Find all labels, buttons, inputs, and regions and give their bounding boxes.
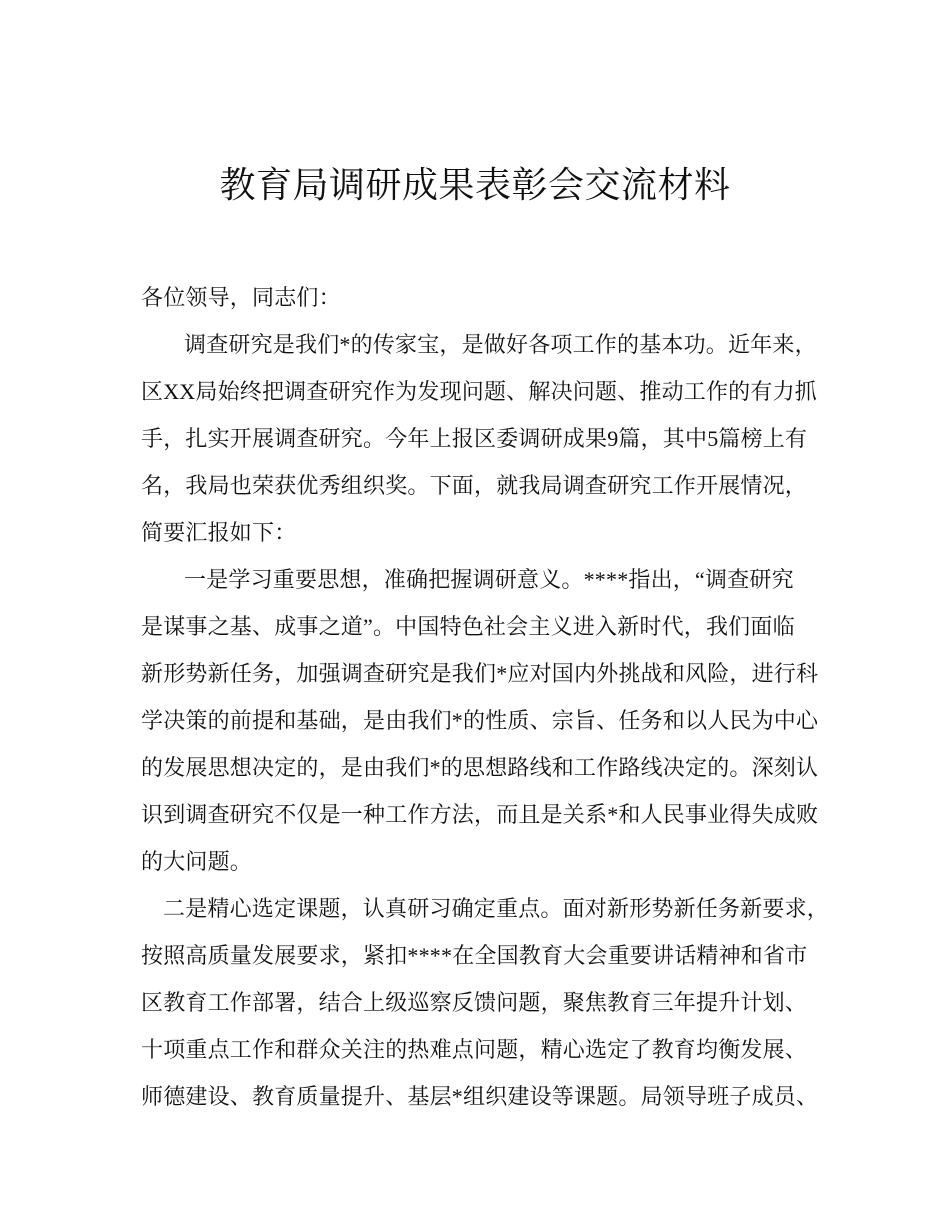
paragraph-line: 的大问题。 (141, 849, 253, 874)
paragraph-line: 学决策的前提和基础，是由我们*的性质、宗旨、任务和以人民为中心 (141, 708, 819, 733)
document-title: 教育局调研成果表彰会交流材料 (219, 165, 731, 205)
paragraph-line: 区教育工作部署，结合上级巡察反馈问题，聚焦教育三年提升计划、 (141, 990, 808, 1015)
paragraph-line: 一是学习重要思想，准确把握调研意义。****指出，“调查研究 (184, 567, 794, 592)
paragraph-3 (141, 885, 841, 1120)
paragraph-line: 调查研究是我们*的传家宝，是做好各项工作的基本功。近年来， (184, 332, 817, 357)
paragraph-line: 是谋事之基、成事之道”。中国特色社会主义进入新时代，我们面临 (141, 614, 795, 639)
paragraph-line: 名，我局也荣获优秀组织奖。下面，就我局调查研究工作开展情况， (141, 473, 808, 498)
paragraph-line: 简要汇报如下： (141, 520, 297, 545)
paragraph-line: 新形势新任务，加强调查研究是我们*应对国内外挑战和风险，进行科 (141, 661, 819, 686)
paragraph-2 (141, 556, 841, 885)
paragraph-line: 按照高质量发展要求，紧扣****在全国教育大会重要讲话精神和省市 (141, 943, 808, 968)
paragraph-line: 手，扎实开展调查研究。今年上报区委调研成果9篇，其中5篇榜上有 (141, 426, 808, 451)
paragraph-line: 二是精心选定课题，认真研习确定重点。面对新形势新任务新要求， (163, 896, 830, 921)
salutation: 各位领导，同志们： (141, 285, 341, 310)
paragraph-line: 的发展思想决定的，是由我们*的思想路线和工作路线决定的。深刻认 (141, 755, 819, 780)
paragraph-line: 区XX局始终把调查研究作为发现问题、解决问题、推动工作的有力抓 (141, 379, 817, 404)
document-body (141, 274, 841, 1120)
paragraph-line: 识到调查研究不仅是一种工作方法，而且是关系*和人民事业得失成败 (141, 802, 819, 827)
paragraph-1 (141, 321, 841, 556)
paragraph-line: 十项重点工作和群众关注的热难点问题，精心选定了教育均衡发展、 (141, 1037, 808, 1062)
paragraph-line: 师德建设、教育质量提升、基层*组织建设等课题。局领导班子成员、 (141, 1084, 819, 1109)
